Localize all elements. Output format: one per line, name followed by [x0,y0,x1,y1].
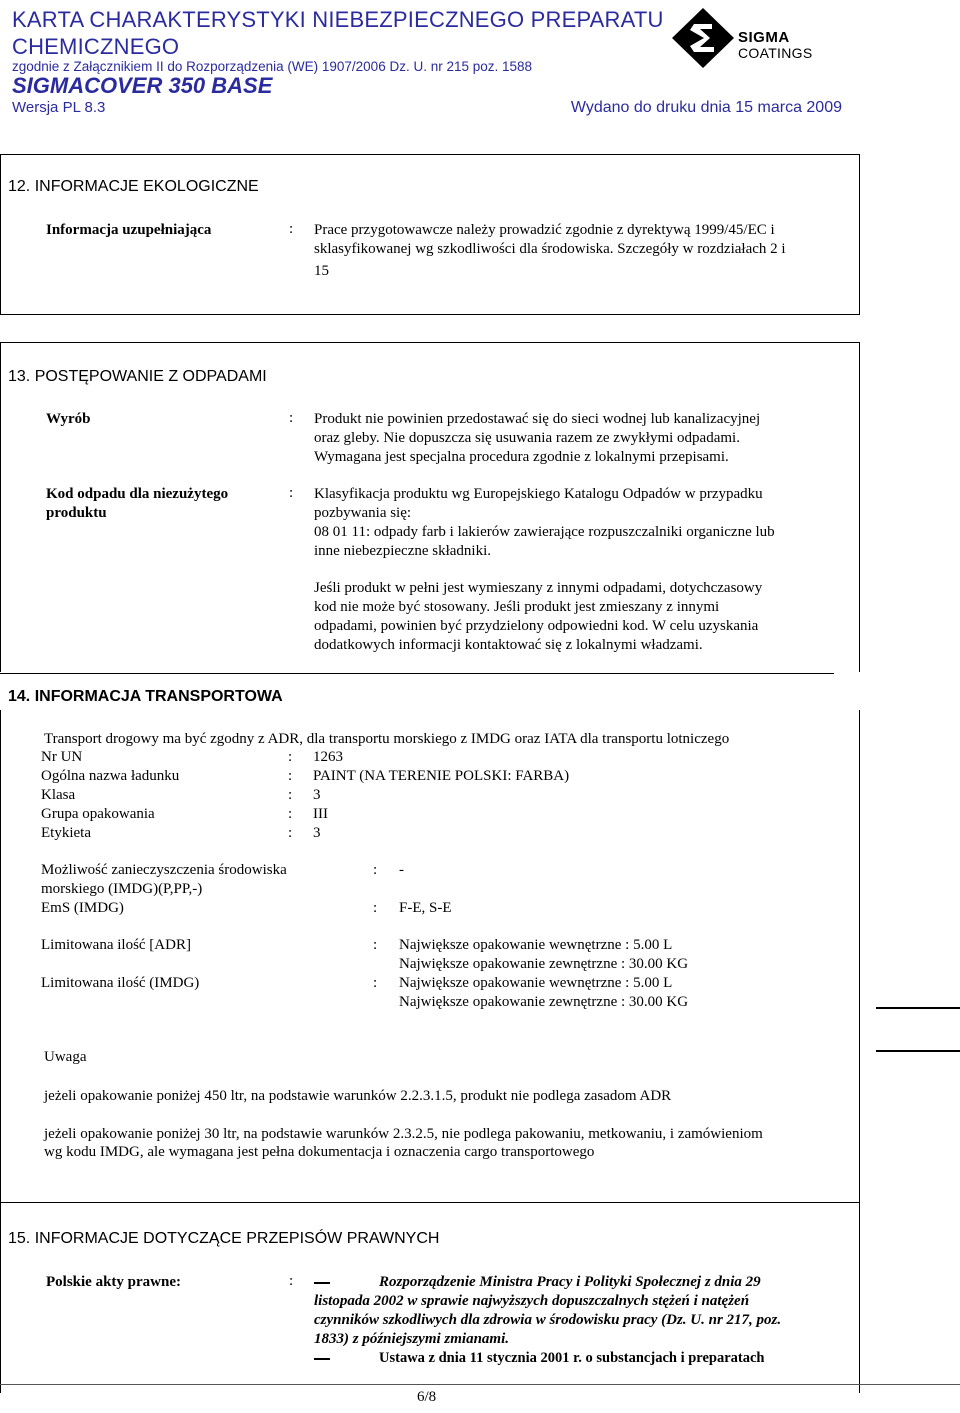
un-number-label: Nr UN [41,749,83,765]
colon: : [373,862,378,878]
product-label: Wyrób [46,411,91,427]
section-divider [0,673,834,674]
text-line: Wymagana jest specjalna procedura zgodnie z lokalnymi przepisami. [314,449,729,465]
section-15-title: 15. INFORMACJE DOTYCZĄCE PRZEPISÓW PRAWNYCH [8,1230,440,1247]
regulation-item-2-dash [314,1349,330,1368]
imdg-limited-line1: Największe opakowanie wewnętrzne : 5.00 L [399,975,673,991]
logo-text-coatings: COATINGS [738,45,813,61]
sigma-coatings-logo [672,8,852,68]
imdg-limited-line2: Największe opakowanie zewnętrzne : 30.00 KG [399,994,689,1010]
colon: : [373,975,378,991]
margin-mark [876,1050,960,1052]
colon: : [289,410,294,426]
shipping-name-value: PAINT (NA TERENIE POLSKI: FARBA) [313,768,570,784]
document-title-line1: KARTA CHARAKTERYSTYKI NIEBEZPIECZNEGO PREPARATU [12,7,664,32]
marine-pollutant-value: - [399,862,404,878]
section-12-title: 12. INFORMACJE EKOLOGICZNE [8,178,259,195]
colon: : [289,221,294,237]
shipping-name-label: Ogólna nazwa ładunku [41,768,180,784]
product-disposal-value [314,410,760,467]
text-line: 08 01 11: odpady farb i lakierów zawierające rozpuszczalniki organiczne lub [314,524,775,540]
mixed-waste-note [314,579,762,655]
class-label: Klasa [41,787,76,803]
text-line: oraz gleby. Nie dopuszcza się usuwania razem ze zwykłymi odpadami. [314,430,740,446]
label-line: Kod odpadu dla niezużytego [46,486,229,502]
page-number: 6/8 [417,1389,437,1405]
polish-law-label: Polskie akty prawne: [46,1274,181,1290]
colon: : [373,900,378,916]
packing-group-value: III [313,806,328,822]
transport-intro: Transport drogowy ma być zgodny z ADR, dla transportu morskiego z IMDG oraz IATA dla transportu lotniczego [44,731,730,747]
supplementary-info-label: Informacja uzupełniająca [46,222,212,238]
sigma-logo-icon [672,8,734,68]
regulation-reference: zgodnie z Załącznikiem II do Rozporządzenia (WE) 1907/2006 Dz. U. nr 215 poz. 1588 [12,59,533,74]
text-line: czynników szkodliwych dla zdrowia w środowisku pracy (Dz. U. nr 217, poz. [314,1312,782,1328]
colon: : [288,787,293,803]
un-number-value: 1263 [313,749,343,765]
colon: : [288,825,293,841]
text-line: Klasyfikacja produktu wg Europejskiego Katalogu Odpadów w przypadku [314,486,763,502]
marine-pollutant-label-line1: Możliwość zanieczyszczenia środowiska [41,862,287,878]
colon: : [289,485,294,501]
label-value: 3 [313,825,321,841]
text-line: Jeśli produkt w pełni jest wymieszany z innymi odpadami, dotychczasowy [314,580,763,596]
colon: : [288,806,293,822]
colon: : [288,768,293,784]
ems-value: F-E, S-E [399,900,452,916]
section-13-title: 13. POSTĘPOWANIE Z ODPADAMI [8,368,267,385]
product-name: SIGMACOVER 350 BASE [12,73,273,98]
packing-group-label: Grupa opakowania [41,806,155,822]
text-line: Rozporządzenie Ministra Pracy i Polityki Społecznej z dnia 29 [379,1274,761,1290]
text-line: pozbywania się: [314,505,412,521]
adr-limited-line2: Największe opakowanie zewnętrzne : 30.00 KG [399,956,689,972]
regulation-item-1 [314,1273,834,1349]
text-line: Produkt nie powinien przedostawać się do sieci wodnej lub kanalizacyjnej [314,411,761,427]
print-date: Wydano do druku dnia 15 marca 2009 [570,99,842,116]
imdg-limited-label: Limitowana ilość (IMDG) [41,975,200,991]
text-line: dodatkowych informacji kontaktować się z lokalnymi władzami. [314,637,703,653]
text-line: 1833) z późniejszymi zmianami. [314,1331,510,1347]
note-imdg-line2: wg kodu IMDG, ale wymagana jest pełna dokumentacja i oznaczenia cargo transportowego [44,1144,595,1160]
regulation-item-2: Ustawa z dnia 11 stycznia 2001 r. o substancjach i preparatach [379,1350,765,1366]
waste-code-value [314,485,775,561]
document-title-line2: CHEMICZNEGO [12,34,180,59]
version-label: Wersja PL 8.3 [12,99,106,116]
class-value: 3 [313,787,321,803]
note-imdg-line1: jeżeli opakowanie poniżej 30 ltr, na podstawie warunków 2.3.2.5, nie podlega pakowaniu, metkowaniu, i zamówieniom [44,1126,763,1142]
margin-mark [876,1007,960,1009]
colon: : [288,749,293,765]
ems-label: EmS (IMDG) [41,900,124,916]
colon: : [289,1273,294,1289]
adr-limited-line1: Największe opakowanie wewnętrzne : 5.00 L [399,937,673,953]
section-14-title: 14. INFORMACJA TRANSPORTOWA [8,688,283,705]
note-title: Uwaga [44,1049,87,1065]
text-line: Prace przygotowawcze należy prowadzić zgodnie z dyrektywą 1999/45/EC i [314,222,775,238]
text-line: sklasyfikowanej wg szkodliwości dla środowiska. Szczegóły w rozdziałach 2 i [314,241,786,257]
marine-pollutant-label-line2: morskiego (IMDG)(P,PP,-) [41,881,203,897]
label-label: Etykieta [41,825,91,841]
text-line: listopada 2002 w sprawie najwyższych dopuszczalnych stężeń i natężeń [314,1293,750,1309]
note-adr: jeżeli opakowanie poniżej 450 ltr, na podstawie warunków 2.2.3.1.5, produkt nie podlega zasadom ADR [44,1088,672,1104]
waste-code-label [46,485,228,523]
text-line: kod nie może być stosowany. Jeśli produkt jest zmieszany z innymi [314,599,720,615]
text-line: inne niebezpieczne składniki. [314,543,492,559]
logo-text-sigma: SIGMA [738,29,790,46]
supplementary-info-value [314,221,786,281]
text-line: odpadami, powinien być przydzielony odpowiedni kod. W celu uzyskania [314,618,759,634]
label-line: produktu [46,505,107,521]
colon: : [373,937,378,953]
footer-line [0,1384,960,1385]
adr-limited-label: Limitowana ilość [ADR] [41,937,191,953]
document-header [0,0,960,128]
text-line: 15 [314,263,329,279]
dash-bullet [314,1358,330,1360]
